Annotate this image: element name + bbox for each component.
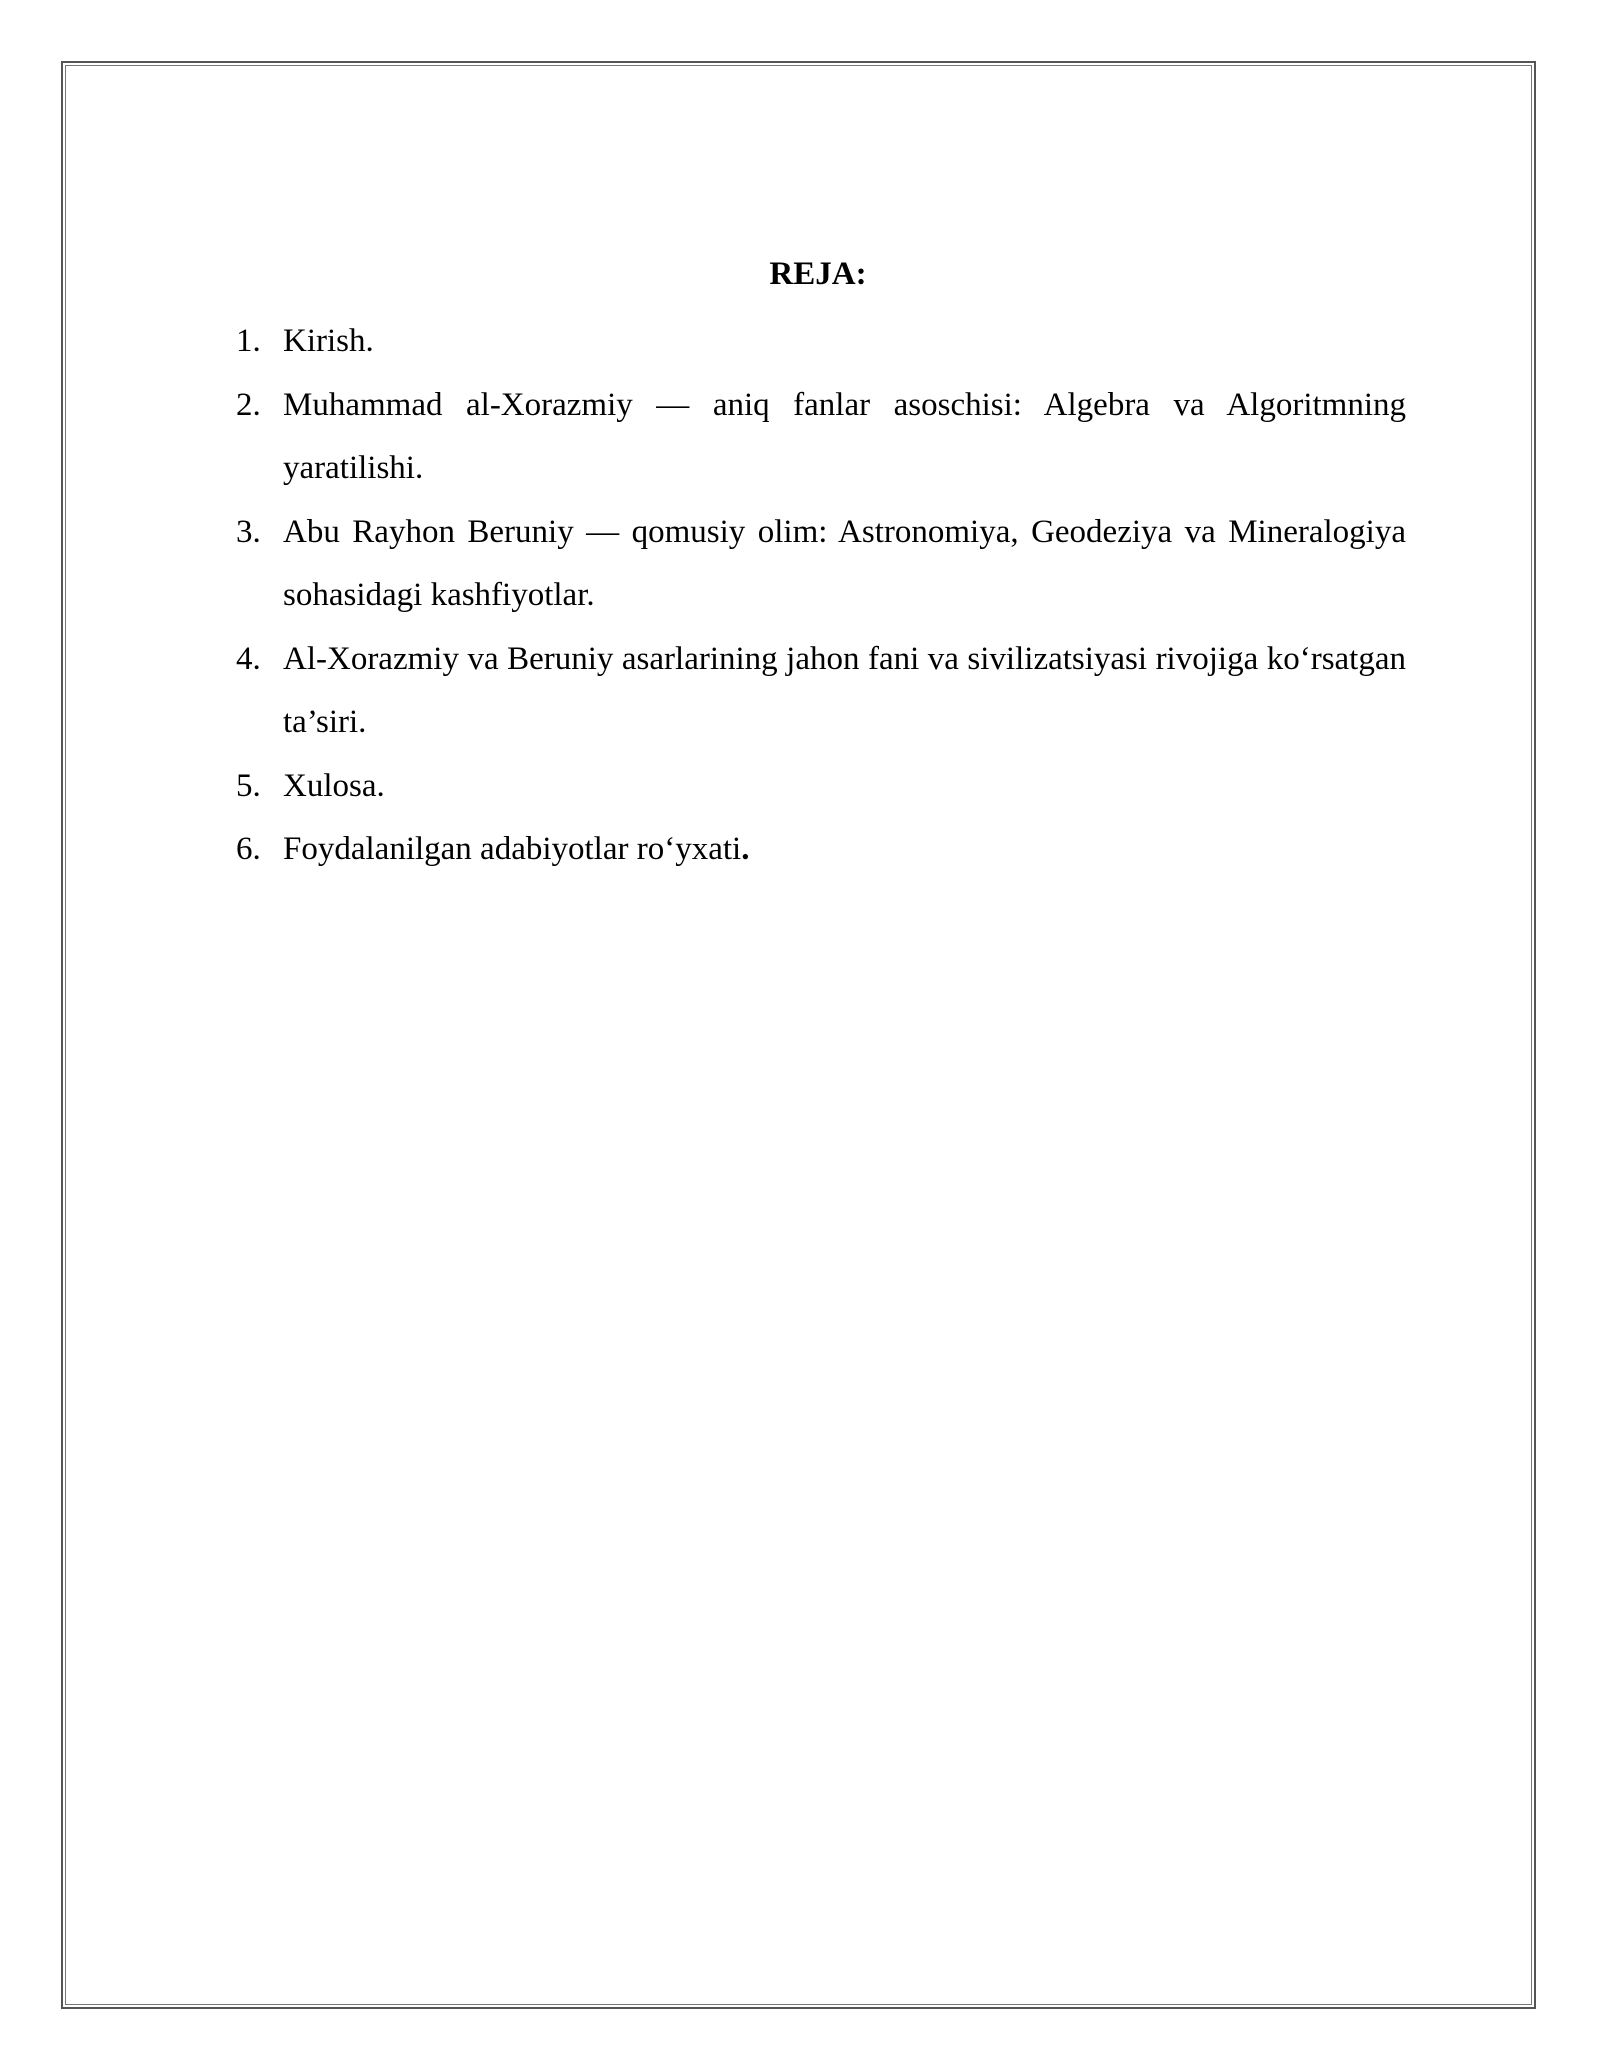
- plan-item-2: [230, 374, 1406, 501]
- plan-item-6: [230, 818, 1406, 882]
- plan-item-number: 6.: [236, 831, 261, 867]
- plan-item-number: 4.: [236, 640, 261, 677]
- plan-item-5: [230, 755, 1406, 819]
- plan-item-text: Al-Xorazmiy va Beruniy asarlarining jahon fani va sivilizatsiyasi rivojiga ko‘rsatgan ta’siri.: [283, 640, 1406, 740]
- plan-item-text: Abu Rayhon Beruniy — qomusiy olim: Astronomiya, Geodeziya va Mineralogiya sohasidagi kashfiyotlar.: [283, 513, 1406, 613]
- plan-item-text: Muhammad al-Xorazmiy — aniq fanlar asoschisi: Algebra va Algoritmning yaratilishi.: [283, 386, 1406, 486]
- plan-title: REJA:: [769, 256, 867, 292]
- plan-item-text: Kirish.: [283, 323, 374, 359]
- plan-item-4: [230, 628, 1406, 755]
- plan-item-number: 5.: [236, 767, 261, 804]
- plan-item-text: [283, 818, 1406, 882]
- plan-item-number: 2.: [236, 386, 261, 423]
- plan-list: [230, 310, 1406, 882]
- plan-item-text: Xulosa.: [283, 767, 385, 804]
- plan-item-3: [230, 501, 1406, 628]
- plan-item-number: 3.: [236, 513, 261, 550]
- plan-item-text-main: Foydalanilgan adabiyotlar ro‘yxati: [283, 831, 742, 867]
- plan-item-number: 1.: [236, 323, 261, 359]
- plan-item-end-mark: .: [741, 831, 750, 867]
- plan-item-1: [230, 310, 1406, 374]
- document-content: [230, 248, 1406, 882]
